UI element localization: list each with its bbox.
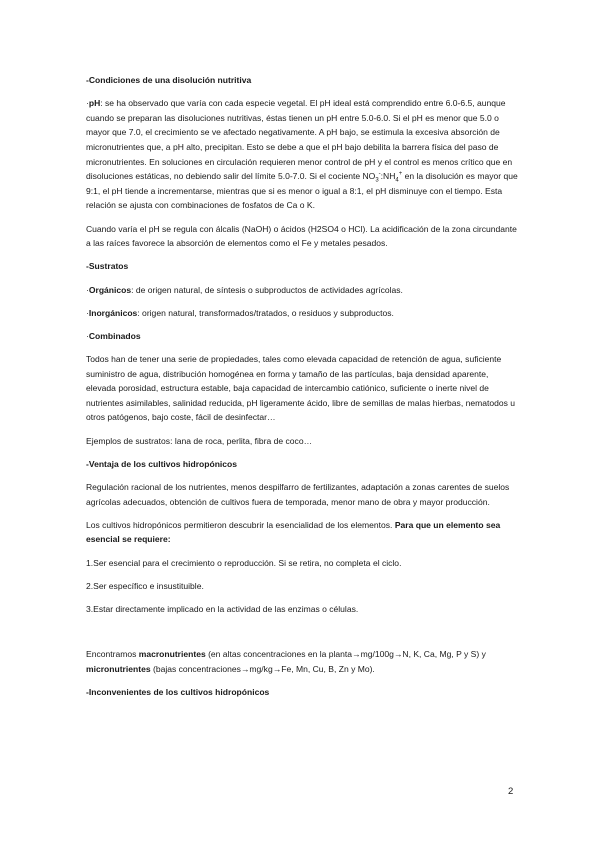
- term-ph: pH: [88, 98, 101, 109]
- no3-subscript: 3: [375, 177, 379, 184]
- paragraph-propiedades: Todos han de tener una serie de propiedades, tales como elevada capacidad de retención de agua, suficiente suministro de agua, distribución homogénea en forma y tamaño de las partículas, baja densidad aparente, elevada porosidad, estructura estable, baja capacidad de intercambio catiónico, suficiente o inerte nivel de nutrientes asimilables, salinidad reducida, pH ligeramente ácido, libre de semillas de malas hierbas, nematodos u otros patógenos, bajo coste, fácil de desinfectar…: [86, 354, 515, 423]
- nh4-superscript: +: [398, 171, 403, 178]
- arrow-right-icon: →: [272, 663, 282, 674]
- paragraph-ph-adjust: Cuando varía el pH se regula con álcalis (NaOH) o ácidos (H2SO4 o HCl). La acidificación de la zona circundante a las raíces favorece la absorción de elementos como el Fe y metales pesados.: [86, 223, 517, 249]
- ph-text-continued: en la disolución es mayor que 9:1, el pH tiende a incrementarse, mientras que si es menor o igual a 8:1, el pH disminuye con el tiempo. Esta relación se ajusta con combinaciones de fosfatos de Ca o K.: [86, 171, 518, 211]
- heading-conditions: -Condiciones de una disolución nutritiva: [86, 75, 252, 85]
- paragraph-ventaja: Regulación racional de los nutrientes, menos despilfarro de fertilizantes, adaptación a zonas carentes de suelos agrícolas adecuados, obtención de cultivos fuera de temporada, menor mano de obra y mayor producción.: [86, 482, 510, 507]
- nutr-text-d: N, K, Ca, Mg, P y S) y: [402, 649, 486, 660]
- term-inorganicos: Inorgánicos: [88, 307, 138, 318]
- item-organicos: [86, 283, 518, 298]
- nutr-text-f: mg/kg: [249, 663, 273, 674]
- bullet: ·: [86, 98, 89, 109]
- nutr-text-c: mg/100g: [360, 649, 394, 660]
- esencial-requirement-lead: Para que un elemento sea esencial se requiere:: [86, 519, 501, 545]
- heading-inconvenientes: -Inconvenientes de los cultivos hidropónicos: [86, 686, 270, 697]
- page-number: 2: [508, 786, 514, 797]
- requirement-2: 2.Ser específico e insustituible.: [86, 580, 204, 591]
- term-macronutrientes: macronutrientes: [138, 649, 206, 660]
- nutr-text-g: Fe, Mn, Cu, B, Zn y Mo).: [281, 663, 375, 674]
- arrow-right-icon: →: [240, 663, 250, 674]
- spacer: [86, 625, 518, 647]
- item-inorganicos: [86, 306, 518, 321]
- paragraph-ejemplos: Ejemplos de sustratos: lana de roca, perlita, fibra de coco…: [86, 435, 313, 446]
- paragraph-ph: [86, 96, 518, 213]
- nutr-text-b: (en altas concentraciones en la planta: [205, 649, 353, 660]
- bullet: ·: [86, 330, 89, 341]
- term-organicos: Orgánicos: [88, 284, 132, 295]
- bullet: ·: [86, 284, 89, 295]
- paragraph-nutrientes: [86, 647, 518, 676]
- nutr-text-e: (bajas concentraciones: [150, 663, 241, 674]
- inorganicos-text: : origen natural, transformados/tratados, o residuos y subproductos.: [137, 307, 394, 318]
- term-micronutrientes: micronutrientes: [86, 663, 151, 674]
- arrow-right-icon: →: [352, 649, 361, 660]
- heading-ventaja: -Ventaja de los cultivos hidropónicos: [86, 458, 238, 469]
- bullet: ·: [86, 307, 89, 318]
- page-content: [86, 73, 518, 708]
- requirement-3: 3.Estar directamente implicado en la actividad de las enzimas o células.: [86, 603, 359, 614]
- heading-sustratos: -Sustratos: [86, 261, 129, 272]
- ratio-colon-nh: :NH: [380, 171, 396, 182]
- requirement-1: 1.Ser esencial para el crecimiento o reproducción. Si se retira, no completa el ciclo.: [86, 557, 402, 568]
- arrow-right-icon: →: [393, 649, 403, 660]
- paragraph-esencial: [86, 518, 518, 547]
- item-combinados: [86, 329, 518, 344]
- ph-text: : se ha observado que varía con cada especie vegetal. El pH ideal está comprendido entre 6.0-6.5, aunque cuando se preparan las disoluciones nutritivas, éstas tienen un pH entre 5.0-6.0. Si el pH es menor que 5.0 o mayor que 7.0, el crecimiento se ve afectado negativamente. A pH bajo, se estimula la excesiva absorción de micronutrientes que, a pH alto, precipitan. Esto se debe a que el pH bajo debilita la barrera física del paso de micronutrientes. En soluciones en circulación requieren menor control de pH y el control es menos crítico que en disoluciones estáticas, no debiendo salir del límite 5.0-7.0. Si el cociente NO: [86, 98, 513, 182]
- nutr-text-a: Encontramos: [86, 649, 139, 660]
- organicos-text: : de origen natural, de síntesis o subproductos de actividades agrícolas.: [131, 284, 403, 295]
- no3-superscript: -: [378, 171, 381, 178]
- nh4-subscript: 4: [395, 177, 399, 184]
- esencial-intro: Los cultivos hidropónicos permitieron descubrir la esencialidad de los elementos.: [86, 519, 395, 530]
- term-combinados: Combinados: [88, 330, 141, 341]
